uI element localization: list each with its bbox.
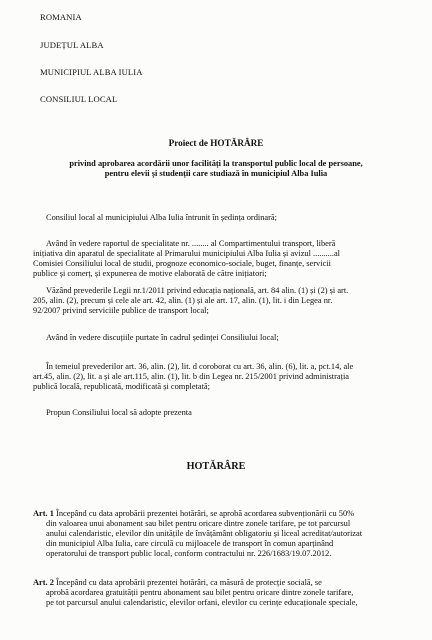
- preamble-paragraph: inițiativa din aparatul de specialitate al Primarului municipiului Alba Iulia și avizul ..........al: [33, 249, 341, 258]
- header-county: JUDEȚUL ALBA: [40, 40, 104, 50]
- preamble-paragraph: publice și comerț, și expunerea de motive elaborată de către inițiatori;: [33, 269, 267, 278]
- document-title: Proiect de HOTĂRÂRE: [168, 138, 264, 148]
- article-1-text: din valoarea unui abonament sau bilet pentru oricare dintre zonele tarifare, pe tot parcursul: [46, 519, 351, 528]
- document-subtitle-line-2: pentru elevii și studenții care studiază în municipiul Alba Iulia: [104, 169, 328, 178]
- preamble-paragraph: Văzând prevederile Legii nr.1/2011 privind educația națională, art. 84 alin. (1) și (2) și art.: [46, 286, 349, 295]
- article-2-first-line: [33, 578, 322, 588]
- article-1-text: din municipiul Alba Iulia, care circulă cu mijloacele de transport în comun aparținând: [46, 539, 334, 548]
- article-1-first-line: [33, 509, 354, 519]
- decision-heading: HOTĂRÂRE: [186, 461, 246, 472]
- article-2-text: pe tot parcursul anului calendaristic, elevilor orfani, elevilor cu cerințe educaționale speciale,: [46, 598, 358, 607]
- header-municipality: MUNICIPIUL ALBA IULIA: [40, 67, 143, 77]
- article-1-label: Art. 1: [33, 509, 54, 518]
- preamble-paragraph: Propun Consiliului local să adopte prezenta: [46, 408, 192, 417]
- article-2-label: Art. 2: [33, 578, 54, 587]
- preamble-paragraph: Comisiei Consiliului local de studii, prognoze economico-sociale, buget, finanțe, servicii: [33, 259, 331, 268]
- article-2-text: aprobă acordarea gratuității pentru abonament sau bilet pentru oricare dintre zonele tarifare,: [46, 588, 354, 597]
- preamble-paragraph: 92/2007 privind serviciile publice de transport local;: [33, 306, 209, 315]
- header-council: CONSILIUL LOCAL: [40, 94, 118, 104]
- article-1-text: Începând cu data aprobării prezentei hotărâri, se aprobă acordarea subvenționării cu 50%: [56, 509, 355, 518]
- document-subtitle-line-1: privind aprobarea acordării unor facilități la transportul public local de persoane,: [69, 159, 363, 168]
- preamble-paragraph: Având în vedere raportul de specialitate nr. ........ al Compartimentului transport, liberă: [46, 239, 336, 248]
- preamble-paragraph: publică locală, republicată, modificată și completată;: [33, 382, 210, 391]
- preamble-paragraph: 205, alin. (2), precum și cele ale art. 42, alin. (1) și ale art. 17, alin. (1), lit. i din Legea nr.: [33, 296, 333, 305]
- preamble-paragraph: Având în vedere discuțiile purtate în cadrul ședinței Consiliului local;: [46, 333, 279, 342]
- header-country: ROMANIA: [40, 12, 82, 22]
- preamble-paragraph: art.45, alin. (2), lit. a și ale art.115, alin. (1), lit. b din Legea nr. 215/2001 privind administrația: [33, 372, 350, 381]
- preamble-paragraph: În temeiul prevederilor art. 36, alin. (2), lit. d coroborat cu art. 36, alin. (6), lit. a, pct.14, ale: [46, 362, 354, 371]
- article-2-text: Începând cu data aprobării prezentei hotărâri, ca măsură de protecție socială, se: [56, 578, 322, 587]
- article-1-text: anului calendaristic, elevilor din unitățile de învățământ obligatoriu și liceal acreditat/autorizat: [46, 529, 363, 538]
- article-1-text: operatorului de transport public local, conform contractului nr. 226/1683/19.07.2012.: [46, 549, 332, 558]
- preamble-paragraph: Consiliul local al municipiului Alba Iulia întrunit în ședința ordinară;: [46, 213, 277, 222]
